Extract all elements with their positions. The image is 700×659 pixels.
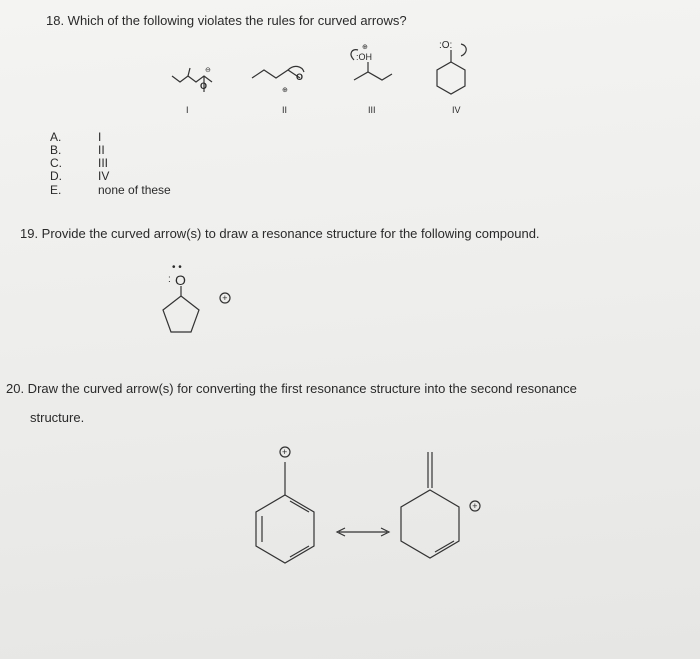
option-a-value: I [98,130,102,144]
svg-text:O: O [200,81,208,91]
carbonyl-o-label: :O: [439,40,453,51]
structure-label-2: II [282,105,288,115]
oh-label: :OH [356,52,373,62]
svg-text:⊕: ⊕ [362,44,368,51]
svg-text:O: O [296,72,304,82]
option-e-value: none of these [98,183,171,197]
option-b-value: II [98,143,105,157]
svg-text:+: + [282,447,288,457]
svg-text::: : [168,274,171,285]
structure-label-3: III [368,105,376,115]
structure-1-diagram [170,62,230,112]
structure-4-diagram [425,34,485,109]
oxygen-atom-label: O [175,272,186,288]
question-20-prompt-line2: structure. [30,410,85,425]
option-d-value: IV [98,169,110,183]
svg-text:⊕: ⊕ [282,87,288,94]
option-d-letter: D. [50,169,62,183]
svg-text:• •: • • [172,262,182,273]
allylic-cation-structure [395,450,495,570]
question-18-prompt: 18. Which of the following violates the rules for curved arrows? [46,13,407,28]
option-a-letter: A. [50,130,62,144]
question-19-prompt: 19. Provide the curved arrow(s) to draw a resonance structure for the following compound. [20,226,540,241]
structure-2-diagram [250,58,320,103]
structure-3-diagram [340,40,410,100]
option-c-letter: C. [50,156,62,170]
question-20-prompt-line1: 20. Draw the curved arrow(s) for converting the first resonance structure into the second resonance [6,381,577,396]
positive-charge-q20: + [472,501,478,511]
cyclopentyl-oxonium-structure [145,260,245,340]
resonance-double-arrow [333,525,393,539]
svg-text:⊖: ⊖ [205,67,211,74]
structure-label-4: IV [452,105,461,115]
benzylic-cation-structure [252,440,332,570]
structure-label-1: I [186,105,189,115]
positive-charge-q19: + [222,293,228,303]
option-e-letter: E. [50,183,62,197]
option-c-value: III [98,156,109,170]
option-b-letter: B. [50,143,62,157]
